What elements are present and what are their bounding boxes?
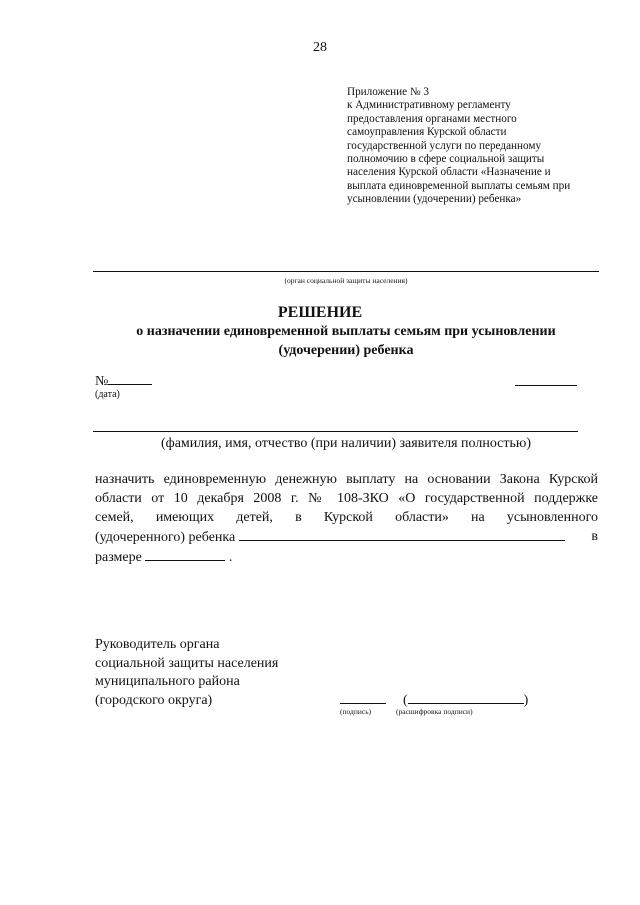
decode-close-paren: ) <box>523 693 529 708</box>
body-line: назначить единовременную денежную выплату на основании Закона Курской <box>95 472 598 487</box>
child-label: (удочеренного) ребенка <box>95 530 236 545</box>
appendix-line: полномочию в сфере социальной защиты <box>347 153 545 166</box>
document-subtitle <box>93 322 599 360</box>
body-line-child <box>95 527 598 547</box>
applicant-name-field-line[interactable] <box>93 431 578 432</box>
decode-blank[interactable] <box>408 690 524 704</box>
decode-caption: (расшифровка подписи) <box>396 707 473 716</box>
body-line: области от 10 декабря 2008 г. № 108-ЗКО «О государственной поддержке <box>95 491 598 506</box>
decode-open-paren: ( <box>403 693 408 708</box>
appendix-line: населения Курской области «Назначение и <box>347 166 551 179</box>
signer-block <box>95 636 278 710</box>
signature-field-line[interactable] <box>340 703 386 704</box>
child-line-end: в <box>591 529 598 544</box>
date-caption: (дата) <box>95 389 120 400</box>
page-number: 28 <box>313 40 327 55</box>
number-label: № <box>95 374 109 389</box>
signer-line: (городского округа) <box>95 692 213 708</box>
decision-number-row <box>95 371 152 390</box>
child-name-field[interactable] <box>239 527 565 541</box>
appendix-line: самоуправления Курской области <box>347 126 507 139</box>
decision-number-field[interactable] <box>108 371 152 385</box>
amount-label: размере <box>95 550 142 565</box>
appendix-line: к Административному регламенту <box>347 99 511 112</box>
amount-line-end: . <box>228 550 233 565</box>
appendix-line: государственной услуги по переданному <box>347 139 542 152</box>
signer-line: социальной защиты населения <box>95 655 279 671</box>
appendix-block <box>347 86 597 207</box>
org-caption: (орган социальной защиты населения) <box>284 276 408 285</box>
appendix-line: выплата единовременной выплаты семьям при <box>347 179 571 192</box>
signer-line: Руководитель органа <box>95 637 220 652</box>
appendix-line: усыновлении (удочерении) ребенка» <box>347 193 522 206</box>
amount-field[interactable] <box>145 547 225 561</box>
date-field-line[interactable] <box>515 385 577 386</box>
signer-line: муниципального района <box>95 674 240 689</box>
decision-body <box>95 470 598 567</box>
body-line: семей, имеющих детей, в Курской области» на усыновленного <box>95 510 598 525</box>
applicant-caption: (фамилия, имя, отчество (при наличии) заявителя полностью) <box>160 436 532 451</box>
body-line-amount <box>95 547 598 567</box>
appendix-line: Приложение № 3 <box>347 86 429 98</box>
signature-caption: (подпись) <box>340 707 372 716</box>
subtitle-line: о назначении единовременной выплаты семьям при усыновлении <box>136 324 556 339</box>
subtitle-line: (удочерении) ребенка <box>278 343 414 358</box>
org-name-field-line[interactable] <box>93 271 599 272</box>
appendix-line: предоставления органами местного <box>347 112 517 125</box>
document-title: РЕШЕНИЕ <box>277 304 363 321</box>
